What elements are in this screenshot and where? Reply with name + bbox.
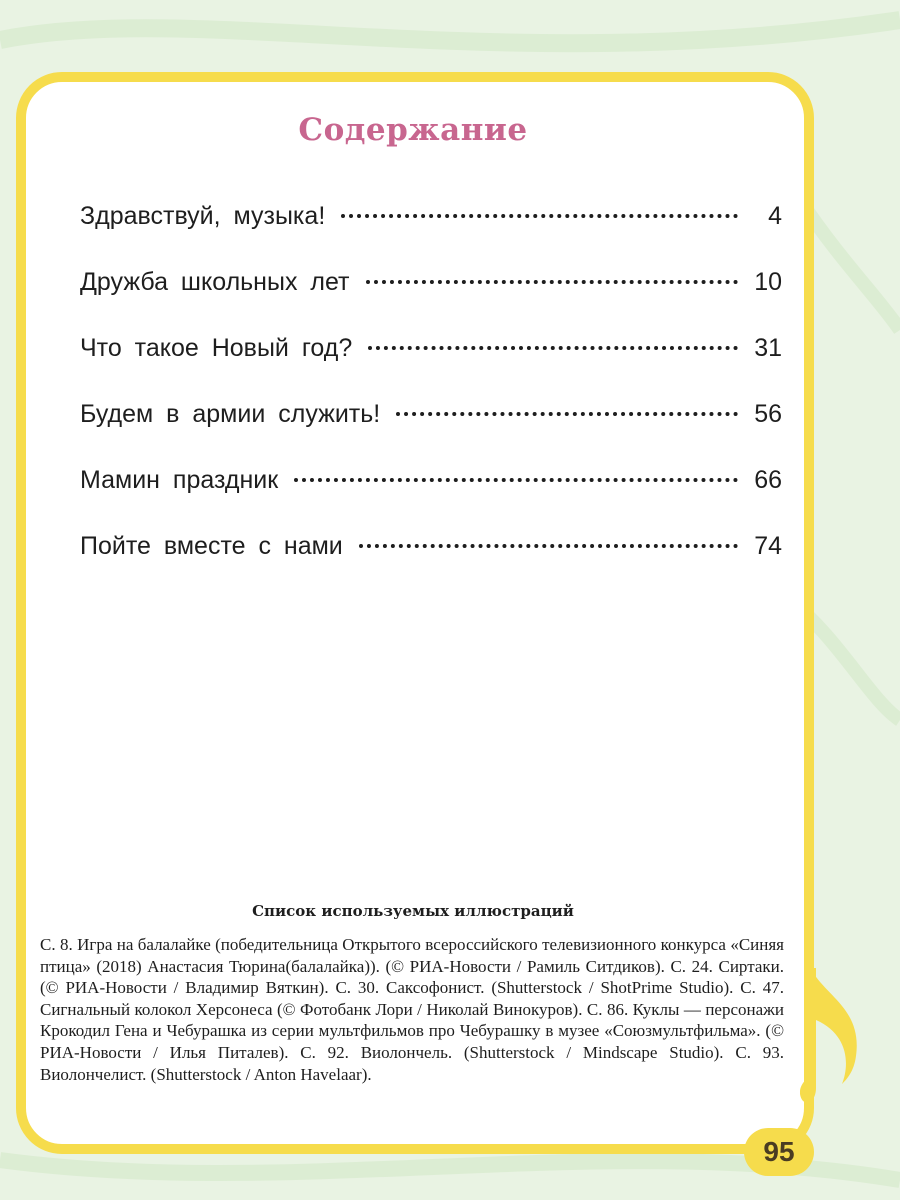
toc-leader-dots <box>366 280 738 284</box>
toc-item[interactable] <box>80 400 782 466</box>
table-of-contents <box>80 202 782 598</box>
toc-item[interactable] <box>80 334 782 400</box>
toc-item-label: Пойте вместе с нами <box>80 532 343 560</box>
toc-leader-dots <box>359 544 738 548</box>
toc-item-page: 31 <box>754 334 782 362</box>
page-number-badge: 95 <box>744 1128 814 1176</box>
toc-item[interactable] <box>80 466 782 532</box>
toc-item-label: Будем в армии служить! <box>80 400 381 428</box>
toc-item-page: 4 <box>768 202 782 230</box>
toc-leader-dots <box>294 478 738 482</box>
toc-item-label: Что такое Новый год? <box>80 334 353 362</box>
illustrations-credits: С. 8. Игра на балалайке (победительница Открытого всероссийского телевизионного конкурса «Синяя птица» (2018) Анастасия Тюрина(балалайка)). (© РИА-Новости / Рамиль Ситдиков). С. 24. Сиртаки. (© РИА-Новости / Владимир Вяткин). С. 30. Саксофонист. (Shutterstock / ShotPrime Studio). С. 47. Сигнальный колокол Херсонеса (© Фотобанк Лори / Николай Винокуров). С. 86. Куклы — персонажи Крокодил Гена и Чебурашка из серии мультфильмов про Чебурашку в музее «Союзмультфильма». (© РИА-Новости / Илья Питалев). С. 92. Виолончель. (Shutterstock / Mindscape Studio). С. 93. Виолончелист. (Shutterstock / Anton Havelaar). <box>40 935 784 1084</box>
toc-item-page: 10 <box>754 268 782 296</box>
toc-item-label: Мамин праздник <box>80 466 279 494</box>
toc-item-label: Здравствуй, музыка! <box>80 202 326 230</box>
illustrations-title: Список используемых иллюстраций <box>252 902 574 920</box>
toc-leader-dots <box>341 214 738 218</box>
page-title: Содержание <box>298 112 528 148</box>
toc-item[interactable] <box>80 268 782 334</box>
toc-item[interactable] <box>80 202 782 268</box>
toc-leader-dots <box>368 346 738 350</box>
toc-item-page: 66 <box>754 466 782 494</box>
toc-leader-dots <box>396 412 738 416</box>
toc-item-page: 74 <box>754 532 782 560</box>
toc-item[interactable] <box>80 532 782 598</box>
toc-item-label: Дружба школьных лет <box>80 268 350 296</box>
toc-item-page: 56 <box>754 400 782 428</box>
music-note-icon <box>800 968 870 1108</box>
